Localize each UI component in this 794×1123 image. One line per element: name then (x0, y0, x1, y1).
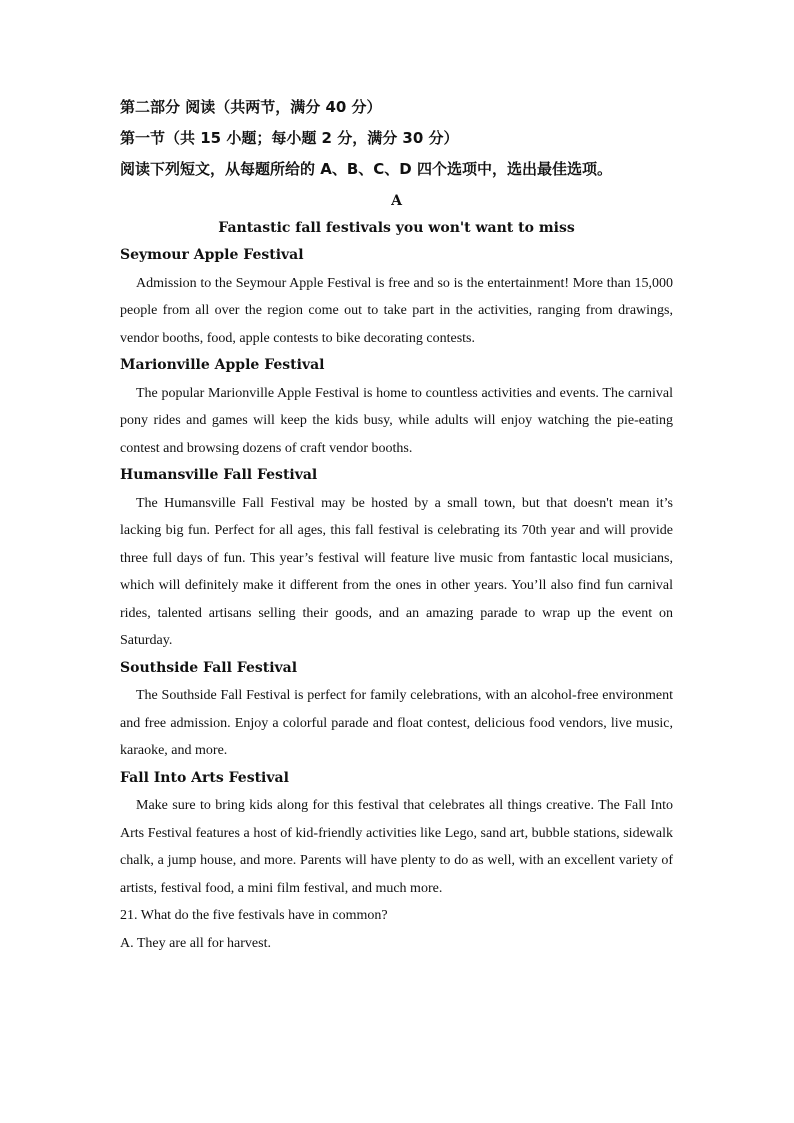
festival-heading: Humansville Fall Festival (120, 467, 318, 483)
festival-fall-into-arts (120, 765, 673, 903)
section-heading-zh: 第一节（共 15 小题；每小题 2 分，满分 30 分） (120, 129, 459, 147)
festival-description: Admission to the Seymour Apple Festival is free and so is the entertainment! More than 15,000 people from all over the region come out to take part in the activities, ranging from drawings, vendor booths, food, apple contests to bike decorating contests. (120, 275, 673, 346)
festival-southside (120, 655, 673, 765)
question-21-stem: 21. What do the five festivals have in common? (120, 908, 388, 923)
festival-heading: Seymour Apple Festival (120, 247, 304, 263)
festival-heading: Fall Into Arts Festival (120, 769, 289, 786)
festival-marionville (120, 352, 673, 462)
instruction-text: 阅读下列短文，从每题所给的 A、B、C、D 四个选项中，选出最佳选项。 (120, 160, 612, 178)
festival-seymour (120, 242, 673, 352)
part-heading: 第二部分 阅读（共两节，满分 40 分） (120, 98, 382, 116)
festival-description: The Southside Fall Festival is perfect for family celebrations, with an alcohol-free environment and free admission. Enjoy a colorful parade and float contest, delicious food vendors, live music, karaoke, and more. (120, 688, 673, 758)
festival-description: The popular Marionville Apple Festival is home to countless activities and events. The carnival pony rides and games will keep the kids busy, while adults will enjoy watching the pie-eating contest and browsing dozens of craft vendor booths. (120, 385, 673, 456)
festival-humansville (120, 462, 673, 655)
festival-description: Make sure to bring kids along for this festival that celebrates all things creative. The Fall Into Arts Festival features a host of kid-friendly activities like Lego, sand art, bubble stations, sidewalk chalk, a jump house, and more. Parents will have plenty to do as well, with an excellent variety of artists, festival food, a mini film festival, and much more. (120, 798, 673, 896)
festival-heading: Marionville Apple Festival (120, 357, 325, 373)
festival-description: The Humansville Fall Festival may be hosted by a small town, but that doesn't mean it’s lacking big fun. Perfect for all ages, this fall festival is celebrating its 70th year and will provide three full days of fun. This year’s festival will feature live music from fantastic local musicians, which will definitely make it different from the ones in other years. You’ll also find fun carnival rides, talented artisans selling their goods, and an amazing parade to wrap up the event on Saturday. (120, 495, 673, 648)
question-21-option-a: A. They are all for harvest. (120, 936, 271, 951)
passage-title: Fantastic fall festivals you won't want to miss (218, 220, 575, 236)
passage-letter: A (391, 193, 402, 209)
festival-heading: Southside Fall Festival (120, 659, 298, 676)
